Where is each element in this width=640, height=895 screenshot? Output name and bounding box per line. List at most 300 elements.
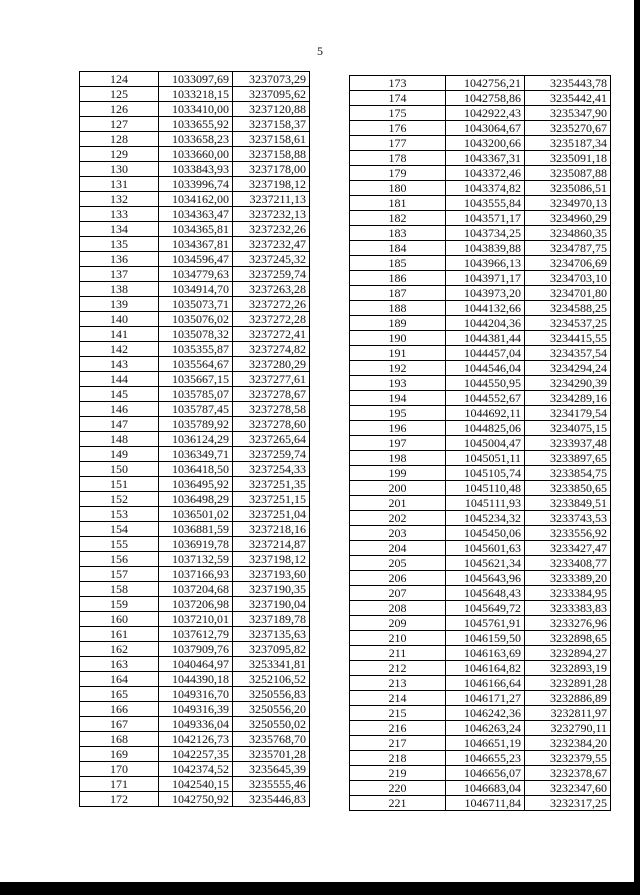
x-coordinate-cell: 1043973,20 [446,286,525,301]
table-row [350,106,611,121]
point-number-cell: 192 [350,361,446,376]
table-row [80,252,310,267]
point-number-cell: 200 [350,481,446,496]
table-row [80,537,310,552]
point-number-cell: 202 [350,511,446,526]
x-coordinate-cell: 1036349,71 [159,447,233,462]
point-number-cell: 143 [80,357,159,372]
x-coordinate-cell: 1033658,23 [159,132,233,147]
x-coordinate-cell: 1036498,29 [159,492,233,507]
y-coordinate-cell: 3234701,80 [525,286,611,301]
table-row [80,477,310,492]
table-row [350,556,611,571]
y-coordinate-cell: 3234970,13 [525,196,611,211]
y-coordinate-cell: 3237263,28 [233,282,310,297]
table-row [80,72,310,87]
point-number-cell: 151 [80,477,159,492]
table-row [350,661,611,676]
page-number: 5 [317,44,323,58]
point-number-cell: 213 [350,676,446,691]
x-coordinate-cell: 1036418,50 [159,462,233,477]
x-coordinate-cell: 1037909,76 [159,642,233,657]
y-coordinate-cell: 3234860,35 [525,226,611,241]
point-number-cell: 147 [80,417,159,432]
x-coordinate-cell: 1045643,96 [446,571,525,586]
x-coordinate-cell: 1037210,01 [159,612,233,627]
y-coordinate-cell: 3232790,11 [525,721,611,736]
table-row [80,552,310,567]
point-number-cell: 185 [350,256,446,271]
y-coordinate-cell: 3237198,12 [233,177,310,192]
x-coordinate-cell: 1034162,00 [159,192,233,207]
table-row [80,717,310,732]
y-coordinate-cell: 3234415,55 [525,331,611,346]
y-coordinate-cell: 3235446,83 [233,792,310,807]
y-coordinate-cell: 3233937,48 [525,436,611,451]
point-number-cell: 132 [80,192,159,207]
table-row [350,601,611,616]
x-coordinate-cell: 1034363,47 [159,207,233,222]
x-coordinate-cell: 1045111,93 [446,496,525,511]
y-coordinate-cell: 3232379,55 [525,751,611,766]
point-number-cell: 159 [80,597,159,612]
table-row [80,687,310,702]
y-coordinate-cell: 3237278,60 [233,417,310,432]
point-number-cell: 139 [80,297,159,312]
table-row [350,646,611,661]
point-number-cell: 148 [80,432,159,447]
x-coordinate-cell: 1043367,31 [446,151,525,166]
x-coordinate-cell: 1035789,92 [159,417,233,432]
table-row [80,417,310,432]
x-coordinate-cell: 1046683,04 [446,781,525,796]
table-row [80,642,310,657]
point-number-cell: 126 [80,102,159,117]
scan-edge-right [634,0,640,895]
table-row [350,166,611,181]
y-coordinate-cell: 3233408,77 [525,556,611,571]
x-coordinate-cell: 1049336,04 [159,717,233,732]
table-row [80,522,310,537]
y-coordinate-cell: 3237259,74 [233,447,310,462]
x-coordinate-cell: 1033660,00 [159,147,233,162]
table-row [350,301,611,316]
table-row [350,466,611,481]
point-number-cell: 207 [350,586,446,601]
x-coordinate-cell: 1045601,63 [446,541,525,556]
y-coordinate-cell: 3237214,87 [233,537,310,552]
table-row [80,222,310,237]
y-coordinate-cell: 3235645,39 [233,762,310,777]
point-number-cell: 209 [350,616,446,631]
y-coordinate-cell: 3235347,90 [525,106,611,121]
point-number-cell: 173 [350,76,446,91]
point-number-cell: 174 [350,91,446,106]
x-coordinate-cell: 1036881,59 [159,522,233,537]
y-coordinate-cell: 3237189,78 [233,612,310,627]
y-coordinate-cell: 3234703,10 [525,271,611,286]
x-coordinate-cell: 1035787,45 [159,402,233,417]
y-coordinate-cell: 3237178,00 [233,162,310,177]
point-number-cell: 136 [80,252,159,267]
table-row [350,751,611,766]
y-coordinate-cell: 3253341,81 [233,657,310,672]
y-coordinate-cell: 3237251,15 [233,492,310,507]
x-coordinate-cell: 1046651,19 [446,736,525,751]
x-coordinate-cell: 1043971,17 [446,271,525,286]
y-coordinate-cell: 3234179,54 [525,406,611,421]
point-number-cell: 171 [80,777,159,792]
x-coordinate-cell: 1034914,70 [159,282,233,297]
x-coordinate-cell: 1036501,02 [159,507,233,522]
x-coordinate-cell: 1035355,87 [159,342,233,357]
point-number-cell: 137 [80,267,159,282]
x-coordinate-cell: 1045621,34 [446,556,525,571]
point-number-cell: 221 [350,796,446,811]
y-coordinate-cell: 3235187,34 [525,136,611,151]
x-coordinate-cell: 1042750,92 [159,792,233,807]
x-coordinate-cell: 1045648,43 [446,586,525,601]
point-number-cell: 196 [350,421,446,436]
y-coordinate-cell: 3237232,26 [233,222,310,237]
y-coordinate-cell: 3237245,32 [233,252,310,267]
y-coordinate-cell: 3237095,82 [233,642,310,657]
table-row [80,132,310,147]
x-coordinate-cell: 1044390,18 [159,672,233,687]
table-row [80,267,310,282]
x-coordinate-cell: 1035785,07 [159,387,233,402]
point-number-cell: 220 [350,781,446,796]
table-row [80,327,310,342]
x-coordinate-cell: 1046656,07 [446,766,525,781]
point-number-cell: 133 [80,207,159,222]
x-coordinate-cell: 1044381,44 [446,331,525,346]
point-number-cell: 184 [350,241,446,256]
x-coordinate-cell: 1040464,97 [159,657,233,672]
x-coordinate-cell: 1042922,43 [446,106,525,121]
x-coordinate-cell: 1036495,92 [159,477,233,492]
table-row [350,226,611,241]
x-coordinate-cell: 1037166,93 [159,567,233,582]
x-coordinate-cell: 1044132,66 [446,301,525,316]
y-coordinate-cell: 3233389,20 [525,571,611,586]
point-number-cell: 160 [80,612,159,627]
point-number-cell: 182 [350,211,446,226]
table-row [80,492,310,507]
y-coordinate-cell: 3232811,97 [525,706,611,721]
x-coordinate-cell: 1046263,24 [446,721,525,736]
point-number-cell: 218 [350,751,446,766]
point-number-cell: 214 [350,691,446,706]
table-row [80,402,310,417]
y-coordinate-cell: 3234075,15 [525,421,611,436]
table-row [350,391,611,406]
y-coordinate-cell: 3237265,64 [233,432,310,447]
y-coordinate-cell: 3237272,41 [233,327,310,342]
y-coordinate-cell: 3234787,75 [525,241,611,256]
y-coordinate-cell: 3250556,83 [233,687,310,702]
point-number-cell: 197 [350,436,446,451]
point-number-cell: 188 [350,301,446,316]
table-row [80,582,310,597]
y-coordinate-cell: 3237280,29 [233,357,310,372]
table-row [80,657,310,672]
point-number-cell: 166 [80,702,159,717]
y-coordinate-cell: 3233276,96 [525,616,611,631]
table-row [80,147,310,162]
table-row [350,121,611,136]
point-number-cell: 199 [350,466,446,481]
y-coordinate-cell: 3237193,60 [233,567,310,582]
point-number-cell: 208 [350,601,446,616]
table-row [80,177,310,192]
point-number-cell: 125 [80,87,159,102]
x-coordinate-cell: 1044204,36 [446,316,525,331]
y-coordinate-cell: 3232384,20 [525,736,611,751]
point-number-cell: 130 [80,162,159,177]
table-row [350,526,611,541]
y-coordinate-cell: 3234290,39 [525,376,611,391]
x-coordinate-cell: 1033843,93 [159,162,233,177]
y-coordinate-cell: 3233384,95 [525,586,611,601]
point-number-cell: 198 [350,451,446,466]
y-coordinate-cell: 3250556,20 [233,702,310,717]
x-coordinate-cell: 1043200,66 [446,136,525,151]
table-row [80,462,310,477]
y-coordinate-cell: 3235087,88 [525,166,611,181]
x-coordinate-cell: 1034367,81 [159,237,233,252]
table-row [80,747,310,762]
y-coordinate-cell: 3232317,25 [525,796,611,811]
y-coordinate-cell: 3237277,61 [233,372,310,387]
point-number-cell: 152 [80,492,159,507]
point-number-cell: 128 [80,132,159,147]
table-row [350,676,611,691]
point-number-cell: 146 [80,402,159,417]
table-row [350,151,611,166]
y-coordinate-cell: 3237278,67 [233,387,310,402]
point-number-cell: 155 [80,537,159,552]
y-coordinate-cell: 3234960,29 [525,211,611,226]
y-coordinate-cell: 3233850,65 [525,481,611,496]
y-coordinate-cell: 3232894,27 [525,646,611,661]
y-coordinate-cell: 3234294,24 [525,361,611,376]
x-coordinate-cell: 1034365,81 [159,222,233,237]
table-row [350,286,611,301]
y-coordinate-cell: 3235086,51 [525,181,611,196]
table-row [80,87,310,102]
point-number-cell: 216 [350,721,446,736]
point-number-cell: 178 [350,151,446,166]
x-coordinate-cell: 1037204,68 [159,582,233,597]
point-number-cell: 154 [80,522,159,537]
y-coordinate-cell: 3233556,92 [525,526,611,541]
y-coordinate-cell: 3235701,28 [233,747,310,762]
y-coordinate-cell: 3237198,12 [233,552,310,567]
scan-edge-bottom [0,882,640,895]
y-coordinate-cell: 3237120,88 [233,102,310,117]
x-coordinate-cell: 1033996,74 [159,177,233,192]
x-coordinate-cell: 1045110,48 [446,481,525,496]
x-coordinate-cell: 1036919,78 [159,537,233,552]
y-coordinate-cell: 3237274,82 [233,342,310,357]
table-row [350,361,611,376]
x-coordinate-cell: 1033097,69 [159,72,233,87]
point-number-cell: 141 [80,327,159,342]
point-number-cell: 212 [350,661,446,676]
y-coordinate-cell: 3235443,78 [525,76,611,91]
point-number-cell: 181 [350,196,446,211]
point-number-cell: 156 [80,552,159,567]
point-number-cell: 124 [80,72,159,87]
x-coordinate-cell: 1044546,04 [446,361,525,376]
table-row [80,507,310,522]
table-row [350,76,611,91]
x-coordinate-cell: 1046242,36 [446,706,525,721]
point-number-cell: 191 [350,346,446,361]
x-coordinate-cell: 1044552,67 [446,391,525,406]
table-row [350,781,611,796]
x-coordinate-cell: 1043966,13 [446,256,525,271]
point-number-cell: 164 [80,672,159,687]
x-coordinate-cell: 1033655,92 [159,117,233,132]
x-coordinate-cell: 1045450,06 [446,526,525,541]
x-coordinate-cell: 1033410,00 [159,102,233,117]
point-number-cell: 180 [350,181,446,196]
table-row [350,136,611,151]
point-number-cell: 165 [80,687,159,702]
table-row [80,342,310,357]
x-coordinate-cell: 1043555,84 [446,196,525,211]
point-number-cell: 168 [80,732,159,747]
table-row [350,586,611,601]
y-coordinate-cell: 3237251,35 [233,477,310,492]
point-number-cell: 175 [350,106,446,121]
table-row [80,762,310,777]
x-coordinate-cell: 1043734,25 [446,226,525,241]
x-coordinate-cell: 1043064,67 [446,121,525,136]
table-row [80,207,310,222]
table-row [350,316,611,331]
y-coordinate-cell: 3232347,60 [525,781,611,796]
y-coordinate-cell: 3234357,54 [525,346,611,361]
y-coordinate-cell: 3233854,75 [525,466,611,481]
point-number-cell: 169 [80,747,159,762]
table-row [80,282,310,297]
x-coordinate-cell: 1035073,71 [159,297,233,312]
x-coordinate-cell: 1045761,91 [446,616,525,631]
y-coordinate-cell: 3237272,28 [233,312,310,327]
table-row [350,271,611,286]
point-number-cell: 150 [80,462,159,477]
table-row [80,672,310,687]
x-coordinate-cell: 1045234,32 [446,511,525,526]
table-row [350,256,611,271]
coordinates-table-left [79,71,310,807]
y-coordinate-cell: 3237073,29 [233,72,310,87]
point-number-cell: 149 [80,447,159,462]
point-number-cell: 127 [80,117,159,132]
y-coordinate-cell: 3233743,53 [525,511,611,526]
x-coordinate-cell: 1046159,50 [446,631,525,646]
x-coordinate-cell: 1037132,59 [159,552,233,567]
y-coordinate-cell: 3232898,65 [525,631,611,646]
table-row [350,406,611,421]
x-coordinate-cell: 1043571,17 [446,211,525,226]
point-number-cell: 140 [80,312,159,327]
x-coordinate-cell: 1045649,72 [446,601,525,616]
table-row [350,796,611,811]
table-row [80,387,310,402]
table-row [350,631,611,646]
x-coordinate-cell: 1043374,82 [446,181,525,196]
point-number-cell: 134 [80,222,159,237]
x-coordinate-cell: 1033218,15 [159,87,233,102]
y-coordinate-cell: 3250550,02 [233,717,310,732]
table-row [350,766,611,781]
y-coordinate-cell: 3232893,19 [525,661,611,676]
x-coordinate-cell: 1045105,74 [446,466,525,481]
point-number-cell: 187 [350,286,446,301]
table-row [350,736,611,751]
point-number-cell: 219 [350,766,446,781]
table-row [80,732,310,747]
point-number-cell: 201 [350,496,446,511]
point-number-cell: 170 [80,762,159,777]
x-coordinate-cell: 1034779,63 [159,267,233,282]
x-coordinate-cell: 1046171,27 [446,691,525,706]
point-number-cell: 163 [80,657,159,672]
point-number-cell: 131 [80,177,159,192]
point-number-cell: 177 [350,136,446,151]
point-number-cell: 205 [350,556,446,571]
table-row [80,102,310,117]
table-row [350,541,611,556]
table-row [80,372,310,387]
table-row [80,447,310,462]
x-coordinate-cell: 1046655,23 [446,751,525,766]
y-coordinate-cell: 3237158,61 [233,132,310,147]
x-coordinate-cell: 1049316,70 [159,687,233,702]
x-coordinate-cell: 1042126,73 [159,732,233,747]
table-row [80,357,310,372]
y-coordinate-cell: 3237095,62 [233,87,310,102]
x-coordinate-cell: 1042257,35 [159,747,233,762]
y-coordinate-cell: 3232378,67 [525,766,611,781]
x-coordinate-cell: 1042756,21 [446,76,525,91]
point-number-cell: 135 [80,237,159,252]
y-coordinate-cell: 3235442,41 [525,91,611,106]
y-coordinate-cell: 3237218,16 [233,522,310,537]
y-coordinate-cell: 3237259,74 [233,267,310,282]
x-coordinate-cell: 1043839,88 [446,241,525,256]
y-coordinate-cell: 3234289,16 [525,391,611,406]
y-coordinate-cell: 3235270,67 [525,121,611,136]
table-row [350,721,611,736]
x-coordinate-cell: 1035564,67 [159,357,233,372]
y-coordinate-cell: 3235768,70 [233,732,310,747]
y-coordinate-cell: 3233897,65 [525,451,611,466]
y-coordinate-cell: 3234706,69 [525,256,611,271]
point-number-cell: 189 [350,316,446,331]
y-coordinate-cell: 3237135,63 [233,627,310,642]
table-row [350,496,611,511]
table-row [350,376,611,391]
y-coordinate-cell: 3237190,35 [233,582,310,597]
x-coordinate-cell: 1037612,79 [159,627,233,642]
coordinates-table-right [349,75,611,811]
y-coordinate-cell: 3237272,26 [233,297,310,312]
